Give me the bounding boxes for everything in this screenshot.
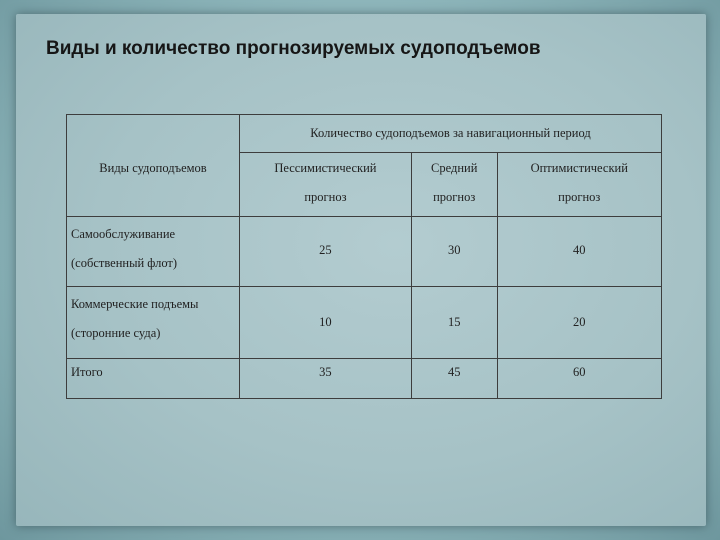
column-header-line2: прогноз: [558, 190, 601, 204]
group-header-cell: [240, 115, 662, 153]
value-cell: 30: [411, 217, 497, 287]
value-cell: 35: [240, 359, 412, 399]
column-header-pessimistic: [240, 153, 412, 217]
forecast-table: [66, 114, 662, 399]
value-cell: 60: [497, 359, 661, 399]
row-label-line1: Итого: [71, 365, 103, 379]
column-header-line1: Средний: [430, 161, 478, 175]
table-row: [67, 287, 662, 359]
column-header-line1: Пессимистический: [274, 161, 377, 175]
value-cell: 25: [240, 217, 412, 287]
row-label-line1: Коммерческие подъемы: [71, 297, 199, 311]
column-header-optimistic: [497, 153, 661, 217]
row-label-line1: Самообслуживание: [71, 227, 176, 241]
column-header-line2: прогноз: [433, 190, 476, 204]
value-cell: 45: [411, 359, 497, 399]
value-cell: 40: [497, 217, 661, 287]
row-label-line2: (собственный флот): [71, 256, 178, 270]
group-header-label: Количество судоподъемов за навигационный период: [310, 126, 591, 140]
row-label-total: [67, 359, 240, 399]
page-title: Виды и количество прогнозируемых судоподъемов: [46, 38, 541, 59]
table-row: [67, 217, 662, 287]
column-header-average: [411, 153, 497, 217]
row-header-cell: [67, 115, 240, 217]
value-cell: 20: [497, 287, 661, 359]
row-label-self-service: [67, 217, 240, 287]
row-header-label: Виды судоподъемов: [99, 161, 207, 175]
table-row-total: [67, 359, 662, 399]
column-header-line1: Оптимистический: [530, 161, 628, 175]
table-header-row: [67, 115, 662, 153]
column-header-line2: прогноз: [304, 190, 347, 204]
row-label-commercial: [67, 287, 240, 359]
row-label-line2: (сторонние суда): [71, 326, 161, 340]
value-cell: 10: [240, 287, 412, 359]
value-cell: 15: [411, 287, 497, 359]
